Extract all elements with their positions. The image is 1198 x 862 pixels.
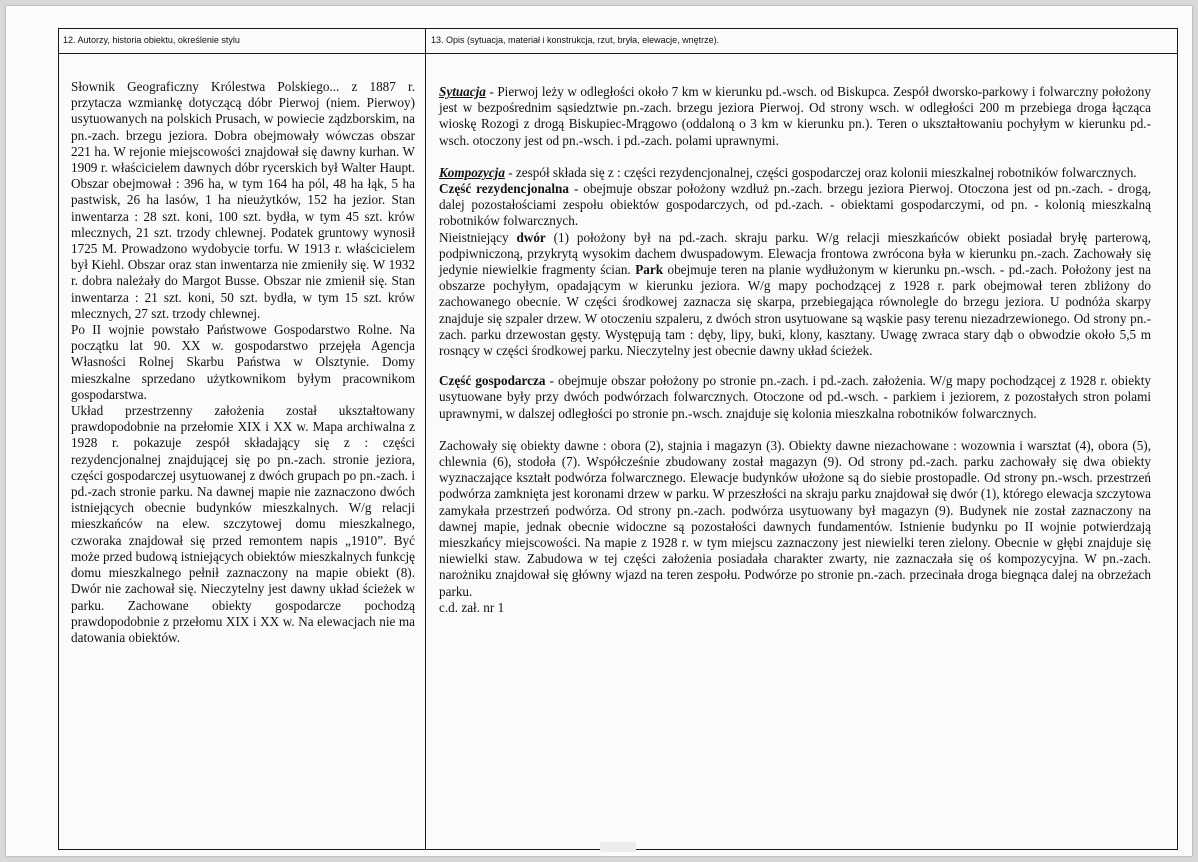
sytuacja-heading: Sytuacja <box>439 84 486 99</box>
kompozycja-heading: Kompozycja <box>439 164 505 180</box>
dwor-heading: dwór <box>516 229 546 245</box>
rezydencjonalna-heading: Część rezydencjonalna <box>439 181 569 197</box>
section-13-title: 13. Opis (sytuacja, materiał i konstrukcja, rzut, bryła, elewacje, wnętrze). <box>431 35 720 45</box>
continued-note: c.d. zał. nr 1 <box>439 599 505 615</box>
document-sheet <box>6 6 1192 856</box>
dwor-pre-text: Nieistniejący <box>439 229 517 245</box>
gospodarcza-paragraph <box>439 373 1151 422</box>
park-heading: Park <box>635 262 664 278</box>
history-paragraph-1: Słownik Geograficzny Królestwa Polskiego... z 1887 r. przytacza wzmiankę dotyczącą dóbr Pierwoj (niem. Pierwoy) usytuowanych na polskich Prusach, w powiecie ządzborskim, na pn.-zach. brzegu jeziora. Dobra obejmowały wówczas obszar 221 ha. W rejonie miejscowości znajdował się dawny kurhan. W 1909 r. właścicielem dawnych dóbr rycerskich był Walter Haupt. Obszar obejmował : 396 ha, w tym 164 ha pól, 48 ha łąk, 5 ha pastwisk, 26 ha lasów, 1 ha nieużytków, 152 ha jezior. Stan inwentarza : 28 szt. koni, 100 szt. bydła, w tym 45 szt. krów mlecznych, 21 szt. trzody chlewnej. Podatek gruntowy wynosił 1725 M. Prowadzono wydobycie torfu. W 1913 r. właścicielem był Kiehl. Obszar oraz stan inwentarza nie zmieniły się. W 1932 r. dobra należały do Margot Busse. Obszar nie zmienił się. Stan inwentarza : 21 szt. koni, 50 szt. bydła, w tym 15 szt. krów mlecznych, 27 szt. trzody chlewnej. <box>71 79 415 321</box>
rezydencjonalna-paragraph <box>439 181 1151 230</box>
form-frame <box>58 28 1178 850</box>
sytuacja-paragraph <box>439 84 1151 149</box>
history-column <box>71 79 415 646</box>
section-12-title: 12. Autorzy, historia obiektu, określenie stylu <box>63 35 240 45</box>
description-column <box>439 84 1151 616</box>
gospodarcza-text: - obejmuje obszar położony po stronie pn.-zach. i pd.-zach. założenia. W/g mapy pochodzącej z 1928 r. obiekty usytuowane były przy dwóch podwórzach folwarcznych. Otoczone od pd.-wsch. - parkiem i jeziorem, z pozostałych stron polami uprawnymi, w dalszej odległości po stronie pn.-wsch. znajduje się kolonia mieszkalna robotników folwarcznych. <box>439 373 1151 421</box>
obiekty-paragraph: Zachowały się obiekty dawne : obora (2), stajnia i magazyn (3). Obiekty dawne niezachowane : wozownia i warsztat (4), obora (5), chlewnia (6), stodoła (7). Współcześnie zbudowany został magazyn (9). Od strony pd.-zach. parku zachowały się dwa obiekty wyznaczające kształt podwórza folwarcznego. Elewacje budynków ułożone są do siebie prostopadle. Od strony pn.-wsch. przestrzeń podwórza zamknięta jest koronami drzew w parku. W przeszłości na skraju parku znajdował się dwór (1), którego elewacja szczytowa zamykała przestrzeń podwórza. Od strony pn.-zach. podwórza usytuowany był magazyn (9). Budynek nie został zaznaczony na dawnej mapie, jednak obecnie widoczne są pozostałości dawnych fundamentów. Istnienie budynku po II wojnie potwierdzają mieszkańcy miejscowości. Na mapie z 1928 r. w tym miejscu zaznaczony jest niewielki teren zielony. Obecnie w głębi znajduje się niewielki staw. Zabudowa w tej części założenia posiadała charakter zwarty, nie zaznaczała się oś kompozycyjna. W pn.-zach. narożniku znajdował się główny wjazd na teren zespołu. Podwórze po stronie pn.-zach. przecinała droga biegnąca dalej na obrzeżach parku. <box>439 437 1151 599</box>
history-paragraph-2: Po II wojnie powstało Państwowe Gospodarstwo Rolne. Na początku lat 90. XX w. gospodarstwo przejęła Agencja Własności Rolnej Skarbu Państwa w Olsztynie. Domy mieszkalne sprzedano użytkownikom byłym pracownikom gospodarstwa. <box>71 322 415 402</box>
history-paragraph-3: Układ przestrzenny założenia został ukształtowany prawdopodobnie na przełomie XIX i XX w. Mapa archiwalna z 1928 r. pokazuje zespół składający się z : części rezydencjonalnej znajdującej się po pn.-zach. stronie jeziora, części gospodarczej usytuowanej z dwóch grupach po pn.-zach. i pd.-zach stronie parku. Na dawnej mapie nie zaznaczono dwóch istniejących obecnie budynków mieszkalnych. W/g relacji mieszkańców na elew. szczytowej domu mieszkalnego, czworaka znajdował się przed remontem napis „1910”. Być może przed budową istniejących obiektów mieszkalnych funkcję domu mieszkalnego pełnił zaznaczony na mapie obiekt (8). Dwór nie zachował się. Nieczytelny jest dawny układ ścieżek w parku. Zachowane obiekty gospodarcze pochodzą prawdopodobnie z przełomu XIX i XX w. Na elewacjach nie ma datowania obiektów. <box>71 403 415 645</box>
rezydencjonalna-text: - obejmuje obszar położony wzdłuż pn.-zach. brzegu jeziora Pierwoj. Otoczona jest od pn.-zach. - drogą, dalej pozostałościami zespołu obiektów gospodarczych, od pd.-zach. - obiektami gospodarczymi, od pn. - kolonią mieszkalną robotników folwarcznych. <box>439 181 1151 229</box>
column-divider <box>425 29 426 849</box>
dwor-park-paragraph <box>439 230 1151 360</box>
gospodarcza-heading: Część gospodarcza <box>439 373 546 389</box>
sytuacja-text: - Pierwoj leży w odległości około 7 km w kierunku pd.-wsch. od Biskupca. Zespół dworsko-parkowy i folwarczny położony jest w bezpośrednim sąsiedztwie pn.-zach. brzegu jeziora Pierwoj. Od strony wsch. w odległości 200 m przebiega droga łącząca wioskę Rozogi z drogą Biskupiec-Mrągowo (oddaloną o 3 km w kierunku pn.). Teren o ukształtowaniu pochyłym w kierunku pd.-wsch. otoczony jest od pn.-wsch. i pd.-zach. polami uprawnymi. <box>439 84 1151 148</box>
header-rule <box>59 53 1177 54</box>
park-text: obejmuje teren na planie wydłużonym w kierunku pn.-wsch. - pd.-zach. Położony jest na obszarze pochyłym, opadającym w kierunku jeziora. W/g mapy pochodzącej z 1928 r. park obejmował teren zbliżony do zachowanego obecnie. W części środkowej zaznacza się skarpa, przebiegająca równolegle do brzegu jeziora. U podnóża skarpy znajduje się szpaler drzew. W otoczeniu szpaleru, z dwóch stron usytuowane są wąskie pasy terenu niezadrzewionego. Od strony pn.-zach. parku drzewostan gęsty. Występują tam : dęby, lipy, buki, klony, kasztany. Uwagę zwraca stary dąb o obwodzie około 5,5 m rosnący w części środkowej parku. Nieczytelny jest obecnie dawny układ ścieżek. <box>439 262 1151 359</box>
kompozycja-paragraph <box>439 165 1151 181</box>
kompozycja-text: - zespół składa się z : części rezydencjonalnej, części gospodarczej oraz kolonii mieszkalnej robotników folwarcznych. <box>504 164 1137 180</box>
dwor-text: (1) położony był na pd.-zach. skraju parku. W/g relacji mieszkańców obiekt posiadał bryłę parterową, podpiwniczoną, przykrytą wysokim dachem dwuspadowym. Elewacja frontowa zwrócona była w kierunku pn.-zach. Zachowały się jedynie niewielkie fragmenty ścian. <box>439 229 1151 278</box>
page-fold-mark <box>600 842 636 852</box>
